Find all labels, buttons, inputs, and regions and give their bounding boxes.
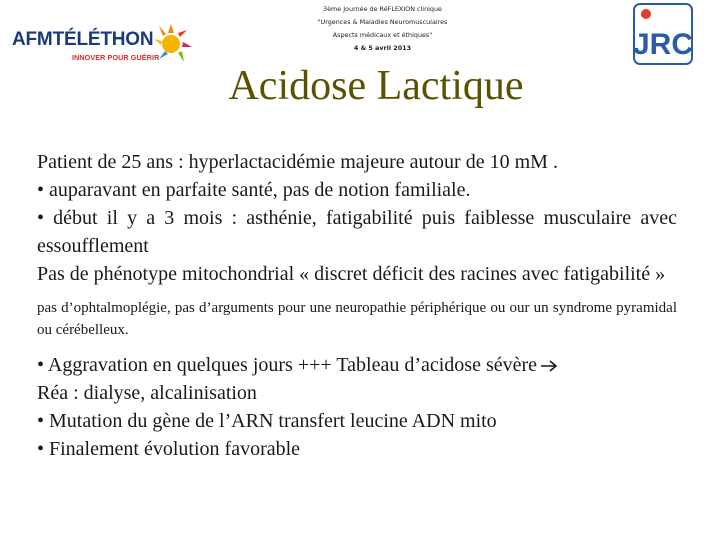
paragraph-icu: Réa : dialyse, alcalinisation — [37, 382, 257, 404]
paragraph-patient: Patient de 25 ans : hyperlactacidémie majeure autour de 10 mM . — [37, 151, 558, 173]
conference-line-3: Aspects médicaux et éthiques" — [332, 31, 433, 39]
bullet-mutation: • Mutation du gène de l’ARN transfert leucine ADN mito — [37, 410, 497, 432]
sun-icon — [151, 14, 195, 66]
bullet-onset: • début il y a 3 mois : asthénie, fatigabilité puis faiblesse musculaire avec essoufflement — [37, 207, 677, 257]
right-arrow-icon — [540, 359, 560, 373]
slide-title: Acidose Lactique — [228, 63, 524, 109]
afm-logo-wordmark: AFMTÉLÉTHON — [12, 29, 154, 50]
conference-line-1: 3ème Journée de RéFLEXION clinique — [323, 5, 442, 13]
conference-dates: 4 & 5 avril 2013 — [353, 44, 412, 52]
slide-body — [37, 148, 677, 463]
bullet-aggravation-text: • Aggravation en quelques jours +++ Tableau d’acidose sévère — [37, 354, 538, 376]
conference-header — [290, 3, 475, 55]
jrc-logo-text: JRC — [632, 28, 694, 61]
jrc-logo — [632, 2, 694, 66]
bullet-history: • auparavant en parfaite santé, pas de notion familiale. — [37, 179, 471, 201]
bullet-aggravation — [37, 351, 677, 379]
paragraph-negatives: pas d’ophtalmoplégie, pas d’arguments pour une neuropathie périphérique ou our un syndrome pyramidal ou cérébelleux. — [37, 300, 677, 338]
paragraph-phenotype: Pas de phénotype mitochondrial « discret déficit des racines avec fatigabilité » — [37, 263, 666, 285]
bullet-outcome: • Finalement évolution favorable — [37, 438, 301, 460]
conference-line-2: "Urgences & Maladies Neuromusculaires — [317, 18, 448, 26]
afm-logo-tagline: INNOVER POUR GUÉRIR — [72, 53, 160, 62]
